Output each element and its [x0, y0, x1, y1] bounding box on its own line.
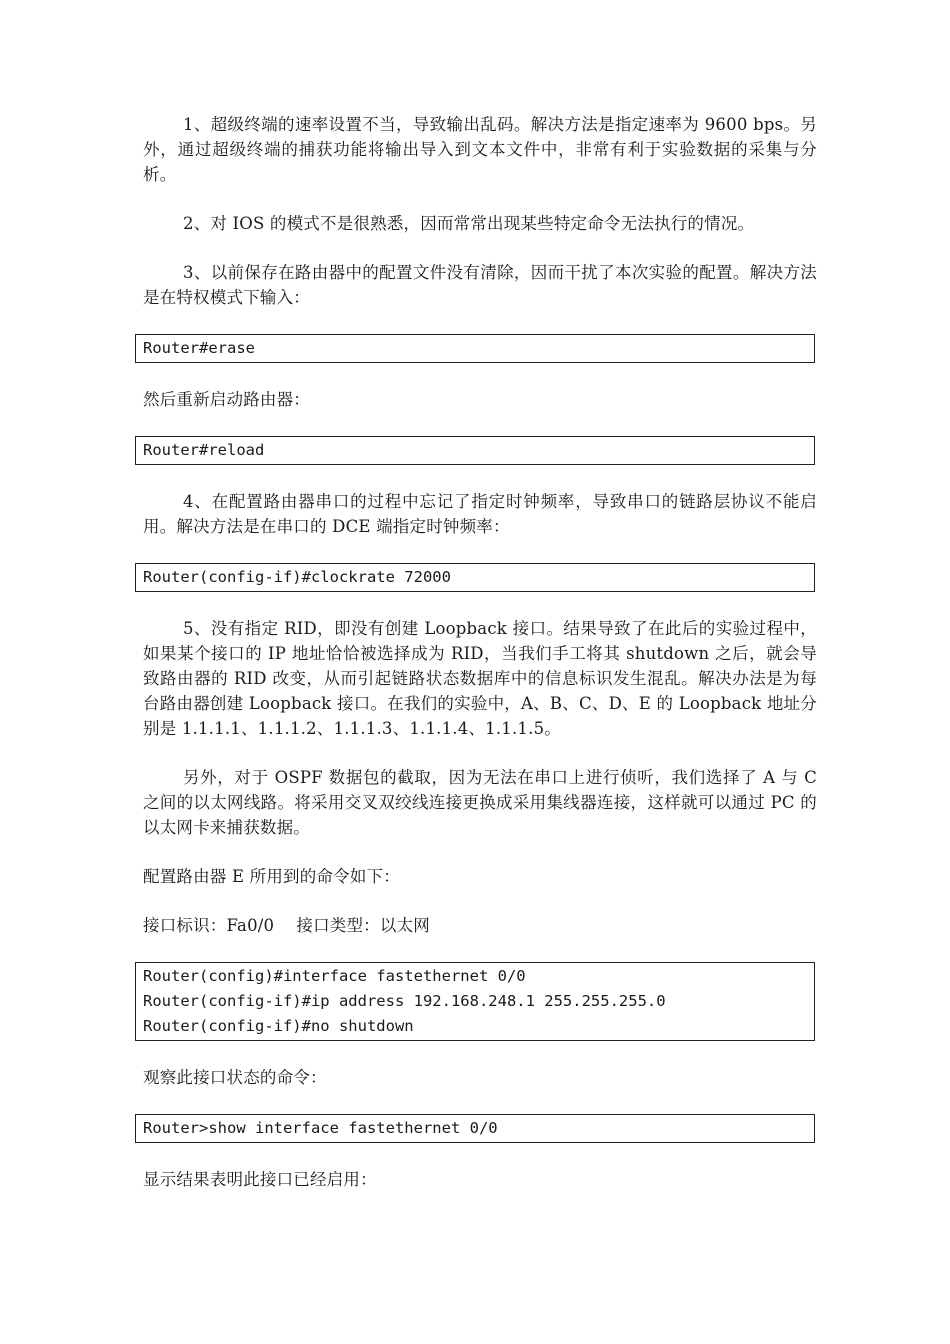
code-line: Router(config-if)#no shutdown: [143, 1017, 414, 1035]
code-block-reload: [135, 436, 815, 465]
paragraph-config-erase: 3、以前保存在路由器中的配置文件没有清除，因而干扰了本次实验的配置。解决方法是在特权模式下输入：: [143, 263, 817, 307]
paragraph-ios-modes: 2、对 IOS 的模式不是很熟悉，因而常常出现某些特定命令无法执行的情况。: [183, 214, 755, 233]
paragraph-ospf-capture: 另外，对于 OSPF 数据包的截取，因为无法在串口上进行侦听，我们选择了 A 与 C 之间的以太网线路。将采用交叉双绞线连接更换成采用集线器连接，这样就可以通过 PC 的以太网卡来捕获数据。: [143, 768, 817, 837]
paragraph-baud-rate: 1、超级终端的速率设置不当，导致输出乱码。解决方法是指定速率为 9600 bps。另外，通过超级终端的捕获功能将输出导入到文本文件中，非常有利于实验数据的采集与分析。: [143, 115, 817, 184]
paragraph-interface-info: 接口标识：Fa0/0 接口类型：以太网: [143, 916, 430, 935]
code-line: Router#erase: [143, 339, 255, 357]
code-line: Router>show interface fastethernet 0/0: [143, 1119, 498, 1137]
paragraph-restart: 然后重新启动路由器：: [143, 390, 310, 409]
code-line: Router#reload: [143, 441, 265, 459]
code-line: Router(config)#interface fastethernet 0/0: [143, 967, 526, 985]
code-block-interface-config: [135, 962, 815, 1041]
code-line: Router(config-if)#clockrate 72000: [143, 568, 451, 586]
paragraph-rid: 5、没有指定 RID，即没有创建 Loopback 接口。结果导致了在此后的实验过程中，如果某个接口的 IP 地址恰恰被选择成为 RID，当我们手工将其 shutdown 之后，就会导致路由器的 RID 改变，从而引起链路状态数据库中的信息标识发生混乱。解决办法是为每台路由器创建 Loopback 接口。在我们的实验中，A、B、C、D、E 的 Loopback 地址分别是 1.1.1.1、1.1.1.2、1.1.1.3、1.1.1.4、1.1.1.5。: [143, 619, 817, 738]
paragraph-result: 显示结果表明此接口已经启用：: [143, 1170, 377, 1189]
paragraph-router-e-commands: 配置路由器 E 所用到的命令如下：: [143, 867, 400, 886]
paragraph-observe-status: 观察此接口状态的命令：: [143, 1068, 327, 1087]
paragraph-clockrate: 4、在配置路由器串口的过程中忘记了指定时钟频率，导致串口的链路层协议不能启用。解决方法是在串口的 DCE 端指定时钟频率：: [143, 492, 817, 536]
document-page: [143, 112, 817, 1216]
code-block-erase: [135, 334, 815, 363]
code-block-clockrate: [135, 563, 815, 592]
code-line: Router(config-if)#ip address 192.168.248.1 255.255.255.0: [143, 992, 666, 1010]
code-block-show-interface: [135, 1114, 815, 1143]
